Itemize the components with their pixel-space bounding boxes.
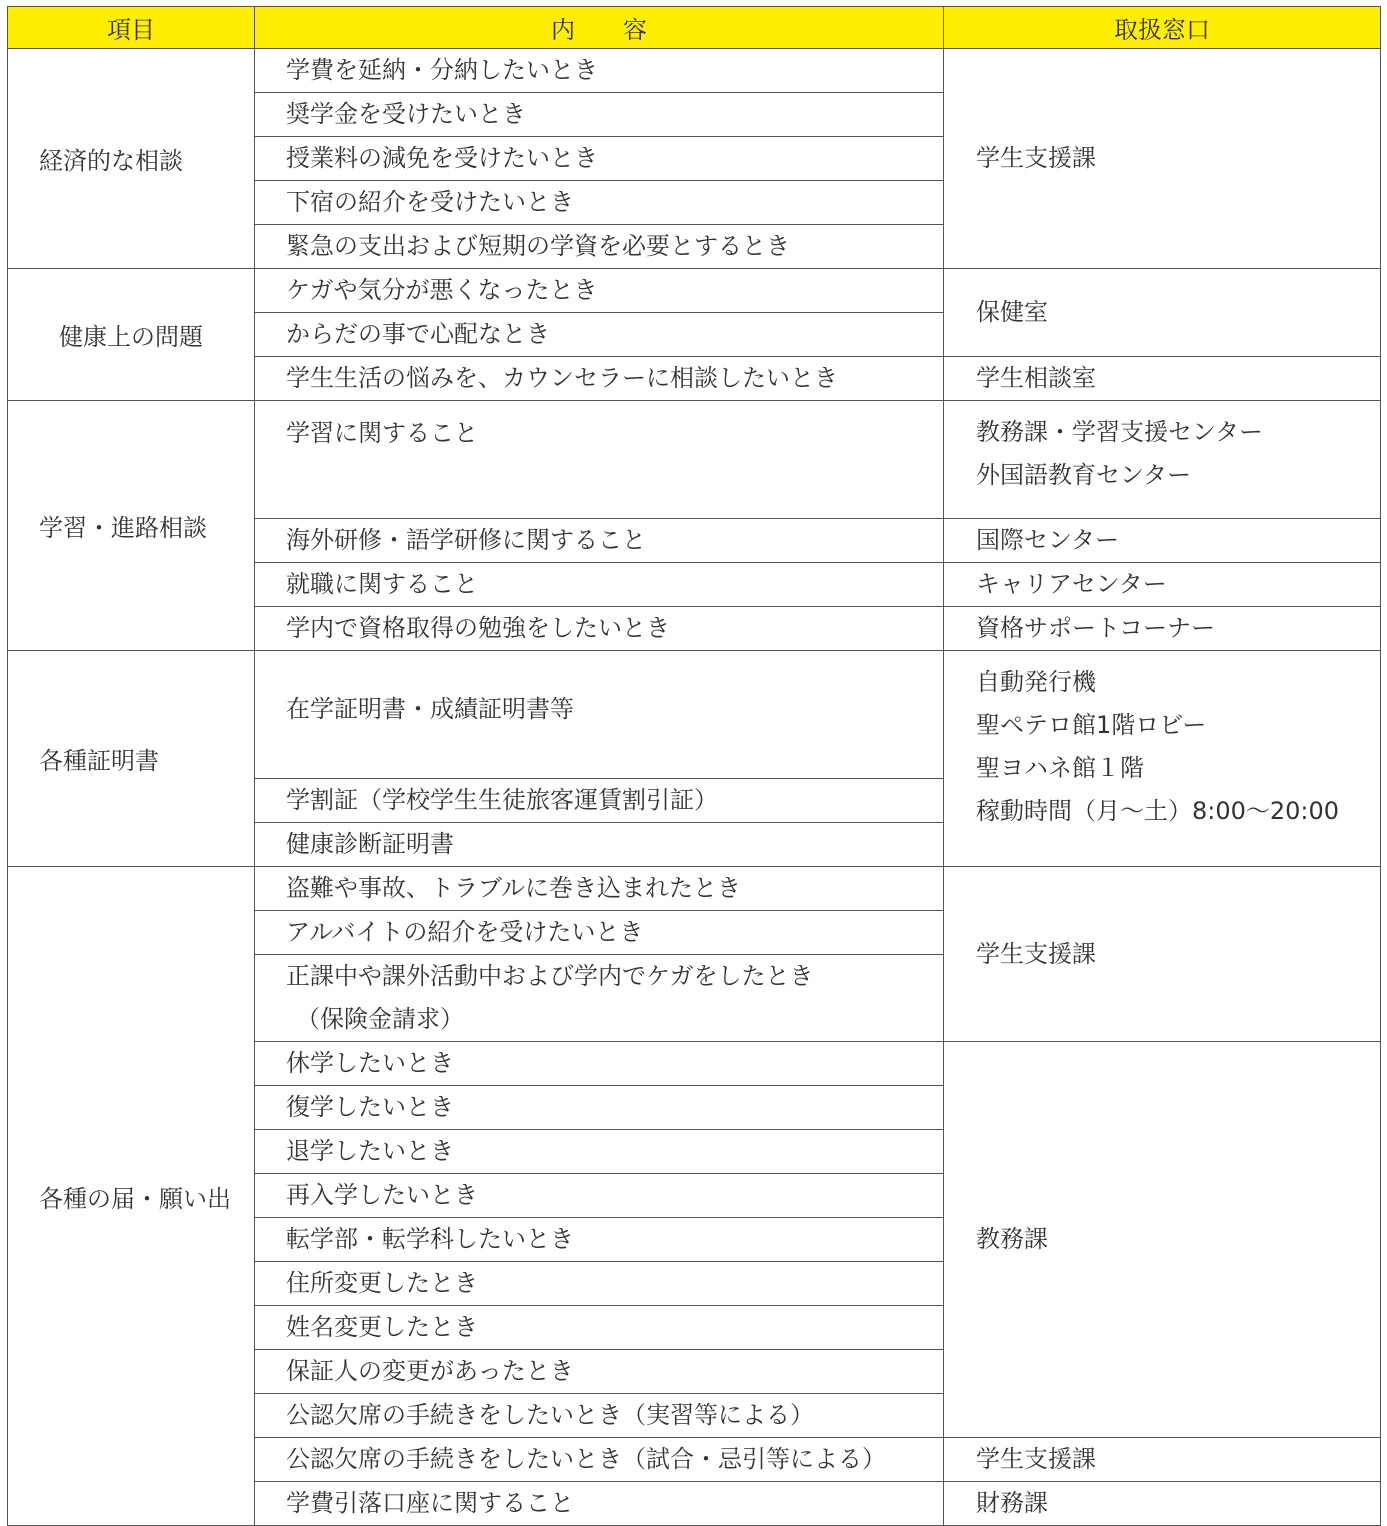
office-cell: 国際センター xyxy=(944,519,1381,563)
content-cell: アルバイトの紹介を受けたいとき xyxy=(255,911,944,955)
content-cell: 保証人の変更があったとき xyxy=(255,1350,944,1394)
content-text: 学習に関すること xyxy=(286,419,478,447)
content-cell: 学費を延納・分納したいとき xyxy=(255,49,944,93)
office-cell: 学生支援課 xyxy=(944,867,1381,1042)
category-cell: 経済的な相談 xyxy=(8,49,255,269)
content-cell: 学生生活の悩みを、カウンセラーに相談したいとき xyxy=(255,357,944,401)
category-cell: 学習・進路相談 xyxy=(8,401,255,651)
content-cell: 公認欠席の手続きをしたいとき（実習等による） xyxy=(255,1394,944,1438)
office-cell: 学生相談室 xyxy=(944,357,1381,401)
content-cell: 転学部・転学科したいとき xyxy=(255,1218,944,1262)
header-row xyxy=(8,7,1381,49)
content-text: （保険金請求） xyxy=(296,1005,464,1033)
header-content: 内 容 xyxy=(255,7,944,49)
office-line: 自動発行機 xyxy=(976,668,1096,696)
office-cell: 学生支援課 xyxy=(944,1438,1381,1482)
content-text: 正課中や課外活動中および学内でケガをしたとき xyxy=(286,962,814,990)
category-cell: 各種証明書 xyxy=(8,651,255,867)
content-cell xyxy=(255,651,944,779)
content-cell: 授業料の減免を受けたいとき xyxy=(255,137,944,181)
content-cell: 下宿の紹介を受けたいとき xyxy=(255,181,944,225)
table-row xyxy=(8,269,1381,313)
content-cell: 学割証（学校学生生徒旅客運賃割引証） xyxy=(255,779,944,823)
content-cell: 奨学金を受けたいとき xyxy=(255,93,944,137)
content-cell: 復学したいとき xyxy=(255,1086,944,1130)
content-cell: 緊急の支出および短期の学資を必要とするとき xyxy=(255,225,944,269)
content-cell: 休学したいとき xyxy=(255,1042,944,1086)
content-cell: 退学したいとき xyxy=(255,1130,944,1174)
content-cell xyxy=(255,955,944,1042)
office-cell: 保健室 xyxy=(944,269,1381,357)
table-row xyxy=(8,867,1381,911)
content-cell: 就職に関すること xyxy=(255,563,944,607)
office-cell: 教務課 xyxy=(944,1042,1381,1438)
content-cell: ケガや気分が悪くなったとき xyxy=(255,269,944,313)
content-cell: 住所変更したとき xyxy=(255,1262,944,1306)
consultation-table xyxy=(7,6,1381,1526)
office-line: 稼動時間（月～土）8:00～20:00 xyxy=(976,797,1340,825)
category-cell: 各種の届・願い出 xyxy=(8,867,255,1526)
table-row xyxy=(8,49,1381,93)
office-line: 聖ペテロ館1階ロビー xyxy=(976,711,1207,739)
content-cell xyxy=(255,401,944,519)
header-item: 項目 xyxy=(8,7,255,49)
office-line: 外国語教育センター xyxy=(976,461,1192,489)
content-cell: 健康診断証明書 xyxy=(255,823,944,867)
office-cell: 学生支援課 xyxy=(944,49,1381,269)
office-line: 聖ヨハネ館１階 xyxy=(976,754,1144,782)
table-row xyxy=(8,401,1381,519)
content-cell: 学費引落口座に関すること xyxy=(255,1482,944,1526)
office-cell xyxy=(944,401,1381,519)
content-cell: からだの事で心配なとき xyxy=(255,313,944,357)
table-row xyxy=(8,651,1381,779)
content-text: 在学証明書・成績証明書等 xyxy=(286,695,574,723)
content-cell: 盗難や事故、トラブルに巻き込まれたとき xyxy=(255,867,944,911)
content-cell: 学内で資格取得の勉強をしたいとき xyxy=(255,607,944,651)
category-cell: 健康上の問題 xyxy=(8,269,255,401)
office-line: 教務課・学習支援センター xyxy=(976,418,1264,446)
header-office: 取扱窓口 xyxy=(944,7,1381,49)
content-cell: 海外研修・語学研修に関すること xyxy=(255,519,944,563)
office-cell: 財務課 xyxy=(944,1482,1381,1526)
office-cell xyxy=(944,651,1381,867)
content-cell: 公認欠席の手続きをしたいとき（試合・忌引等による） xyxy=(255,1438,944,1482)
office-cell: キャリアセンター xyxy=(944,563,1381,607)
content-cell: 姓名変更したとき xyxy=(255,1306,944,1350)
office-cell: 資格サポートコーナー xyxy=(944,607,1381,651)
content-cell: 再入学したいとき xyxy=(255,1174,944,1218)
